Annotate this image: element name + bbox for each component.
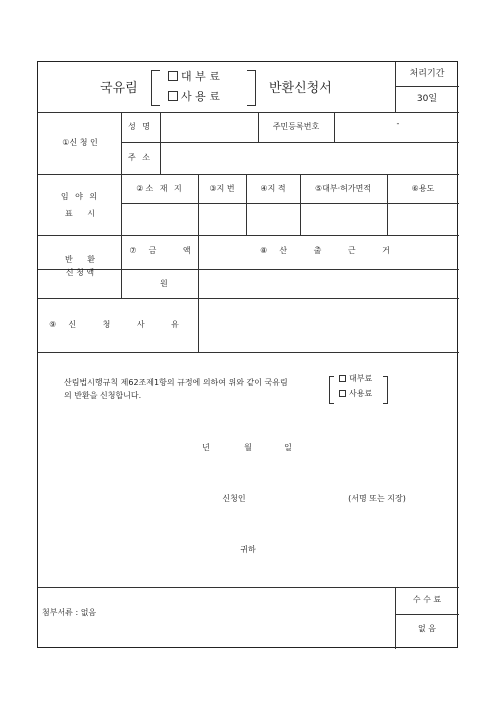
refund-mid-line xyxy=(38,269,459,270)
processing-label: 처리기간 xyxy=(409,69,445,79)
calculation-basis-label: ⑧산 출 근 거 xyxy=(260,246,402,255)
fee-label: 수 수 료 xyxy=(412,595,442,604)
reason-bottom-line xyxy=(38,352,459,353)
forest-vline-2 xyxy=(246,174,247,235)
col-use: ⑥용도 xyxy=(411,184,435,193)
title-option-2: 사 용 료 xyxy=(168,91,220,102)
refund-label-line1: 반 환 xyxy=(65,255,101,264)
forest-header-line xyxy=(121,203,459,204)
application-form xyxy=(37,61,458,648)
statement-option-2: 사용료 xyxy=(339,390,372,398)
processing-vline xyxy=(395,62,396,112)
statement-bracket-right xyxy=(383,376,388,404)
reason-label: ⑨신 청 사 유 xyxy=(49,320,191,329)
col-lot-number: ③지 번 xyxy=(209,184,235,193)
forest-bottom-line xyxy=(38,235,459,236)
amount-unit: 원 xyxy=(160,279,168,288)
id-label-left-vline xyxy=(258,112,259,142)
field-label-vline xyxy=(160,112,161,174)
title-bracket-right xyxy=(247,70,256,106)
reason-vline xyxy=(198,298,199,352)
header-bottom-line xyxy=(38,112,459,113)
address-label: 주 소 xyxy=(128,153,152,162)
id-label-right-vline xyxy=(334,112,335,142)
name-row-line xyxy=(121,142,459,143)
fee-vline xyxy=(395,587,396,649)
title-suffix: 반환신청서 xyxy=(269,81,332,96)
statement-text-1: 산림법시행규칙 제62조제1항의 규정에 의하여 위와 같이 국유림 xyxy=(64,378,288,387)
recipient-label: 귀하 xyxy=(240,545,256,554)
amount-label: ⑦금 액 xyxy=(129,246,203,255)
fee-value: 없 음 xyxy=(418,624,436,633)
id-number-label: 주민등록번호 xyxy=(272,122,320,131)
statement-option-1: 대부료 xyxy=(339,375,372,383)
date-year: 년 xyxy=(202,443,210,452)
title-bracket-left xyxy=(151,70,160,106)
title-prefix: 국유림 xyxy=(100,81,138,96)
date-month: 월 xyxy=(244,443,252,452)
name-label: 성 명 xyxy=(128,122,152,131)
col-land-category: ④지 적 xyxy=(260,184,286,193)
processing-divider xyxy=(395,86,459,87)
fee-divider xyxy=(395,614,459,615)
forest-vline-3 xyxy=(300,174,301,235)
statement-text-2: 의 반환을 신청합니다. xyxy=(64,391,142,400)
forest-label-line2: 표 시 xyxy=(65,209,101,218)
refund-label-vline xyxy=(121,235,122,298)
checkbox-icon[interactable] xyxy=(339,375,346,382)
processing-value: 30일 xyxy=(416,94,438,104)
date-day: 일 xyxy=(284,443,292,452)
checkbox-icon[interactable] xyxy=(339,390,346,397)
refund-vline xyxy=(198,235,199,298)
title-option-1: 대 부 료 xyxy=(168,71,220,82)
col-location: ②소 재 지 xyxy=(136,184,184,193)
forest-label-line1: 임 야 의 xyxy=(60,192,100,201)
refund-bottom-line xyxy=(38,298,459,299)
signature-label: 신청인 xyxy=(222,494,246,503)
forest-vline-1 xyxy=(198,174,199,235)
attachments-label: 첨부서류 : 없음 xyxy=(42,608,97,617)
applicant-bottom-line xyxy=(38,174,459,175)
signature-note: (서명 또는 지장) xyxy=(348,494,406,503)
forest-vline-4 xyxy=(387,174,388,235)
refund-label-line2: 신 청 액 xyxy=(65,268,95,277)
checkbox-icon[interactable] xyxy=(168,71,178,81)
col-area: ⑤대부·허가면적 xyxy=(314,184,372,193)
id-number-field[interactable]: - xyxy=(396,119,400,128)
statement-bracket-left xyxy=(329,376,334,404)
applicant-section-label: ①신 청 인 xyxy=(62,138,98,147)
label-col-vline xyxy=(121,112,122,235)
checkbox-icon[interactable] xyxy=(168,91,178,101)
